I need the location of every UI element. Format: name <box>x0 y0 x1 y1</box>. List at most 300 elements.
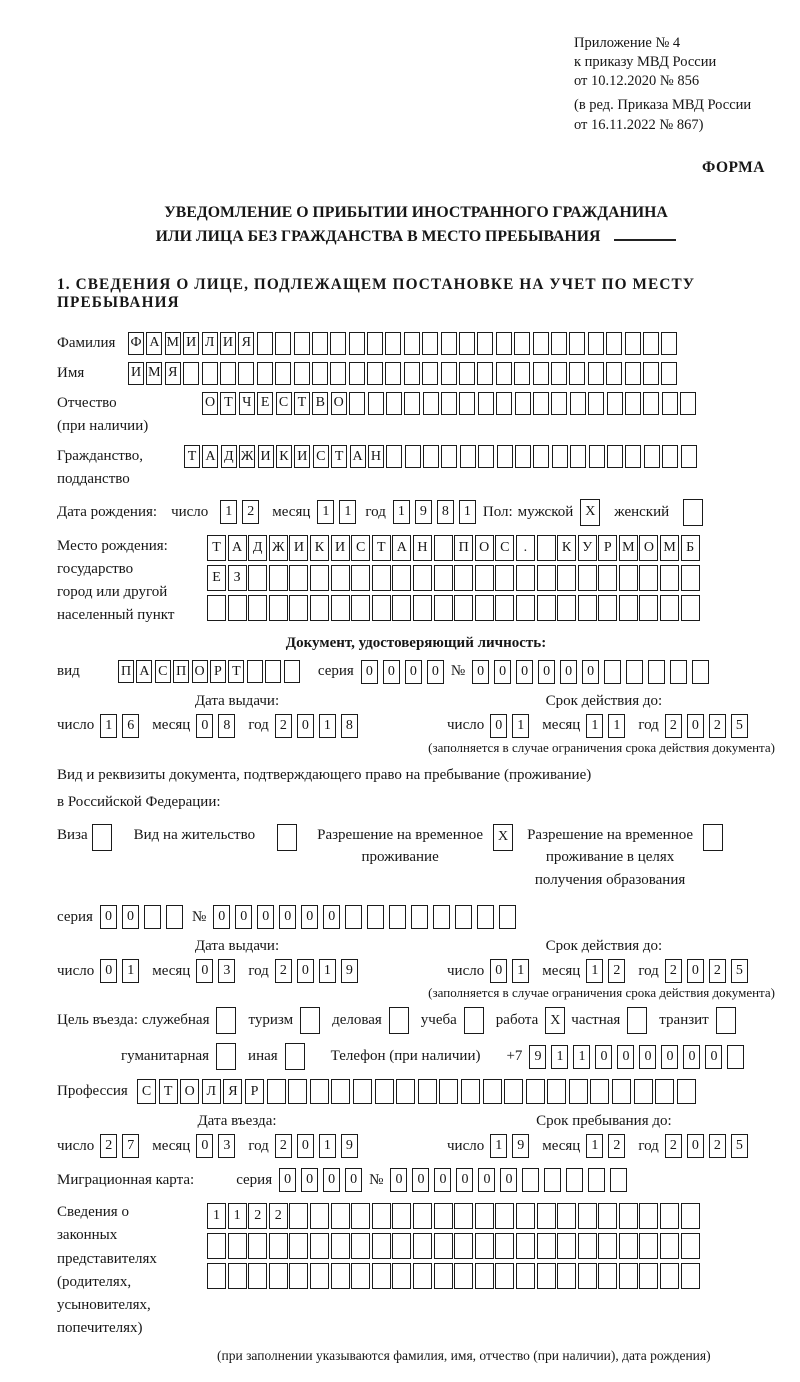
char-cell[interactable]: Т <box>220 392 236 415</box>
char-cell[interactable]: Т <box>184 445 200 468</box>
char-cell[interactable] <box>499 905 516 929</box>
char-cell[interactable]: 1 <box>586 714 603 738</box>
char-cell[interactable] <box>661 332 677 355</box>
char-cell[interactable] <box>516 1233 535 1259</box>
char-cell[interactable]: 0 <box>345 1168 362 1192</box>
char-cell[interactable] <box>537 565 556 591</box>
char-cell[interactable]: 0 <box>100 905 117 929</box>
char-cell[interactable] <box>516 1203 535 1229</box>
char-cell[interactable]: О <box>192 660 208 683</box>
char-cell[interactable] <box>413 595 432 621</box>
char-cell[interactable] <box>660 595 679 621</box>
char-cell[interactable] <box>639 1263 658 1289</box>
char-cell[interactable] <box>516 565 535 591</box>
char-cell[interactable] <box>310 565 329 591</box>
char-cell[interactable] <box>289 565 308 591</box>
char-cell[interactable] <box>454 1233 473 1259</box>
char-cell[interactable] <box>202 362 218 385</box>
char-cell[interactable]: А <box>228 535 247 561</box>
char-cell[interactable]: П <box>454 535 473 561</box>
char-cell[interactable]: С <box>155 660 171 683</box>
char-cell[interactable]: 9 <box>529 1045 546 1069</box>
char-cell[interactable] <box>289 1203 308 1229</box>
sex-female-checkbox[interactable] <box>683 499 703 526</box>
char-cell[interactable] <box>418 1079 437 1104</box>
char-cell[interactable] <box>625 332 641 355</box>
char-cell[interactable]: С <box>351 535 370 561</box>
char-cell[interactable] <box>661 362 677 385</box>
char-cell[interactable] <box>588 392 604 415</box>
char-cell[interactable] <box>228 1263 247 1289</box>
char-cell[interactable]: 1 <box>100 714 117 738</box>
char-cell[interactable] <box>228 595 247 621</box>
char-cell[interactable] <box>454 565 473 591</box>
char-cell[interactable]: П <box>118 660 134 683</box>
char-cell[interactable] <box>310 1203 329 1229</box>
char-cell[interactable]: 0 <box>456 1168 473 1192</box>
char-cell[interactable] <box>598 1233 617 1259</box>
char-cell[interactable]: 0 <box>297 714 314 738</box>
char-cell[interactable] <box>557 595 576 621</box>
char-cell[interactable] <box>331 1233 350 1259</box>
char-cell[interactable]: 0 <box>196 959 213 983</box>
char-cell[interactable]: С <box>276 392 292 415</box>
char-cell[interactable]: 0 <box>297 1134 314 1158</box>
char-cell[interactable]: П <box>173 660 189 683</box>
char-cell[interactable]: 2 <box>248 1203 267 1229</box>
char-cell[interactable]: А <box>146 332 162 355</box>
char-cell[interactable]: 1 <box>220 500 237 524</box>
char-cell[interactable] <box>404 392 420 415</box>
char-cell[interactable]: Л <box>202 1079 221 1104</box>
char-cell[interactable]: 0 <box>687 959 704 983</box>
char-cell[interactable]: 8 <box>341 714 358 738</box>
char-cell[interactable] <box>289 595 308 621</box>
char-cell[interactable]: Я <box>223 1079 242 1104</box>
char-cell[interactable] <box>275 332 291 355</box>
char-cell[interactable]: 9 <box>512 1134 529 1158</box>
char-cell[interactable]: 0 <box>661 1045 678 1069</box>
char-cell[interactable]: Я <box>238 332 254 355</box>
char-cell[interactable]: 0 <box>235 905 252 929</box>
char-cell[interactable] <box>441 445 457 468</box>
char-cell[interactable]: И <box>220 332 236 355</box>
char-cell[interactable] <box>660 565 679 591</box>
char-cell[interactable] <box>411 905 428 929</box>
char-cell[interactable] <box>670 660 687 684</box>
char-cell[interactable] <box>619 1263 638 1289</box>
char-cell[interactable]: М <box>146 362 162 385</box>
char-cell[interactable] <box>515 392 531 415</box>
char-cell[interactable]: А <box>350 445 366 468</box>
char-cell[interactable]: Т <box>207 535 226 561</box>
purpose-other-checkbox[interactable] <box>285 1043 305 1070</box>
char-cell[interactable]: 0 <box>297 959 314 983</box>
char-cell[interactable]: Н <box>368 445 384 468</box>
char-cell[interactable] <box>269 595 288 621</box>
char-cell[interactable]: Ф <box>128 332 144 355</box>
char-cell[interactable]: 1 <box>319 1134 336 1158</box>
char-cell[interactable]: И <box>183 332 199 355</box>
char-cell[interactable]: 1 <box>207 1203 226 1229</box>
char-cell[interactable] <box>269 1263 288 1289</box>
char-cell[interactable]: С <box>137 1079 156 1104</box>
char-cell[interactable] <box>551 332 567 355</box>
char-cell[interactable]: 1 <box>512 714 529 738</box>
char-cell[interactable] <box>570 445 586 468</box>
char-cell[interactable] <box>537 535 556 561</box>
char-cell[interactable] <box>578 595 597 621</box>
char-cell[interactable] <box>533 362 549 385</box>
char-cell[interactable] <box>455 905 472 929</box>
char-cell[interactable] <box>533 392 549 415</box>
char-cell[interactable]: 8 <box>218 714 235 738</box>
char-cell[interactable]: Ж <box>269 535 288 561</box>
char-cell[interactable] <box>716 1007 736 1034</box>
char-cell[interactable] <box>331 595 350 621</box>
char-cell[interactable]: Ж <box>239 445 255 468</box>
char-cell[interactable] <box>220 362 236 385</box>
char-cell[interactable] <box>459 392 475 415</box>
char-cell[interactable]: 1 <box>608 714 625 738</box>
char-cell[interactable] <box>660 1203 679 1229</box>
char-cell[interactable] <box>351 1263 370 1289</box>
char-cell[interactable] <box>526 1079 545 1104</box>
char-cell[interactable]: Р <box>210 660 226 683</box>
char-cell[interactable]: А <box>136 660 152 683</box>
char-cell[interactable] <box>248 565 267 591</box>
char-cell[interactable]: 0 <box>323 1168 340 1192</box>
visa-checkbox[interactable] <box>92 824 112 851</box>
char-cell[interactable]: X <box>580 499 600 526</box>
char-cell[interactable] <box>413 1203 432 1229</box>
purpose-private-checkbox[interactable] <box>627 1007 647 1034</box>
char-cell[interactable] <box>516 595 535 621</box>
char-cell[interactable] <box>413 565 432 591</box>
char-cell[interactable] <box>345 905 362 929</box>
char-cell[interactable]: 0 <box>617 1045 634 1069</box>
char-cell[interactable] <box>569 332 585 355</box>
char-cell[interactable]: Е <box>207 565 226 591</box>
char-cell[interactable] <box>496 392 512 415</box>
char-cell[interactable] <box>331 1079 350 1104</box>
char-cell[interactable] <box>604 660 621 684</box>
char-cell[interactable] <box>310 1079 329 1104</box>
char-cell[interactable] <box>515 445 531 468</box>
char-cell[interactable] <box>349 392 365 415</box>
char-cell[interactable]: И <box>128 362 144 385</box>
char-cell[interactable] <box>351 595 370 621</box>
char-cell[interactable]: К <box>557 535 576 561</box>
char-cell[interactable] <box>475 565 494 591</box>
char-cell[interactable]: Я <box>165 362 181 385</box>
char-cell[interactable]: Т <box>372 535 391 561</box>
char-cell[interactable] <box>257 362 273 385</box>
char-cell[interactable] <box>619 565 638 591</box>
char-cell[interactable] <box>460 445 476 468</box>
char-cell[interactable]: 1 <box>393 500 410 524</box>
char-cell[interactable]: 0 <box>560 660 577 684</box>
char-cell[interactable] <box>644 445 660 468</box>
char-cell[interactable]: 2 <box>275 1134 292 1158</box>
char-cell[interactable] <box>643 332 659 355</box>
char-cell[interactable]: А <box>392 535 411 561</box>
char-cell[interactable] <box>392 1203 411 1229</box>
char-cell[interactable]: 2 <box>242 500 259 524</box>
char-cell[interactable] <box>238 362 254 385</box>
char-cell[interactable]: 0 <box>687 714 704 738</box>
char-cell[interactable]: 1 <box>339 500 356 524</box>
char-cell[interactable] <box>727 1045 744 1069</box>
char-cell[interactable]: Д <box>248 535 267 561</box>
char-cell[interactable] <box>552 445 568 468</box>
char-cell[interactable] <box>648 660 665 684</box>
char-cell[interactable] <box>495 595 514 621</box>
char-cell[interactable] <box>207 595 226 621</box>
char-cell[interactable] <box>681 1203 700 1229</box>
purpose-tourism-checkbox[interactable] <box>300 1007 320 1034</box>
char-cell[interactable]: . <box>516 535 535 561</box>
char-cell[interactable] <box>392 1233 411 1259</box>
char-cell[interactable]: 1 <box>319 959 336 983</box>
char-cell[interactable] <box>625 392 641 415</box>
char-cell[interactable] <box>639 565 658 591</box>
char-cell[interactable] <box>589 445 605 468</box>
char-cell[interactable] <box>537 595 556 621</box>
char-cell[interactable] <box>372 595 391 621</box>
char-cell[interactable]: Д <box>221 445 237 468</box>
char-cell[interactable] <box>557 1263 576 1289</box>
char-cell[interactable]: 5 <box>731 1134 748 1158</box>
char-cell[interactable] <box>514 362 530 385</box>
purpose-study-checkbox[interactable] <box>464 1007 484 1034</box>
char-cell[interactable] <box>375 1079 394 1104</box>
char-cell[interactable] <box>619 1233 638 1259</box>
char-cell[interactable] <box>477 332 493 355</box>
char-cell[interactable]: 2 <box>665 1134 682 1158</box>
char-cell[interactable] <box>349 362 365 385</box>
char-cell[interactable] <box>606 362 622 385</box>
char-cell[interactable] <box>351 565 370 591</box>
char-cell[interactable]: 2 <box>665 959 682 983</box>
char-cell[interactable] <box>588 332 604 355</box>
char-cell[interactable] <box>544 1168 561 1192</box>
char-cell[interactable]: 0 <box>257 905 274 929</box>
char-cell[interactable] <box>216 1007 236 1034</box>
char-cell[interactable]: И <box>258 445 274 468</box>
char-cell[interactable] <box>607 445 623 468</box>
char-cell[interactable]: З <box>228 565 247 591</box>
char-cell[interactable]: 0 <box>213 905 230 929</box>
char-cell[interactable] <box>504 1079 523 1104</box>
char-cell[interactable] <box>639 1203 658 1229</box>
char-cell[interactable] <box>578 1203 597 1229</box>
char-cell[interactable] <box>590 1079 609 1104</box>
char-cell[interactable]: О <box>639 535 658 561</box>
char-cell[interactable] <box>454 1203 473 1229</box>
char-cell[interactable] <box>257 332 273 355</box>
char-cell[interactable]: 2 <box>608 959 625 983</box>
char-cell[interactable] <box>405 445 421 468</box>
char-cell[interactable] <box>495 1263 514 1289</box>
char-cell[interactable]: 1 <box>319 714 336 738</box>
char-cell[interactable] <box>677 1079 696 1104</box>
char-cell[interactable] <box>367 332 383 355</box>
char-cell[interactable]: 0 <box>196 714 213 738</box>
char-cell[interactable]: 0 <box>301 1168 318 1192</box>
char-cell[interactable] <box>557 1203 576 1229</box>
char-cell[interactable] <box>248 595 267 621</box>
char-cell[interactable] <box>207 1263 226 1289</box>
char-cell[interactable]: 0 <box>705 1045 722 1069</box>
char-cell[interactable] <box>92 824 112 851</box>
char-cell[interactable]: X <box>493 824 513 851</box>
char-cell[interactable]: С <box>495 535 514 561</box>
char-cell[interactable] <box>598 1203 617 1229</box>
char-cell[interactable] <box>454 595 473 621</box>
char-cell[interactable] <box>386 445 402 468</box>
char-cell[interactable] <box>522 1168 539 1192</box>
char-cell[interactable] <box>475 1203 494 1229</box>
char-cell[interactable]: 2 <box>275 959 292 983</box>
char-cell[interactable] <box>372 1203 391 1229</box>
char-cell[interactable]: 0 <box>301 905 318 929</box>
char-cell[interactable] <box>269 1233 288 1259</box>
char-cell[interactable]: 0 <box>490 959 507 983</box>
char-cell[interactable] <box>284 660 300 683</box>
char-cell[interactable]: О <box>180 1079 199 1104</box>
char-cell[interactable] <box>404 332 420 355</box>
char-cell[interactable]: К <box>310 535 329 561</box>
char-cell[interactable]: Р <box>245 1079 264 1104</box>
char-cell[interactable]: О <box>202 392 218 415</box>
char-cell[interactable] <box>496 362 512 385</box>
char-cell[interactable] <box>228 1233 247 1259</box>
char-cell[interactable] <box>422 362 438 385</box>
purpose-official-checkbox[interactable] <box>216 1007 236 1034</box>
char-cell[interactable]: Л <box>202 332 218 355</box>
char-cell[interactable] <box>351 1233 370 1259</box>
char-cell[interactable] <box>703 824 723 851</box>
char-cell[interactable]: О <box>475 535 494 561</box>
char-cell[interactable] <box>681 595 700 621</box>
char-cell[interactable] <box>681 1233 700 1259</box>
char-cell[interactable]: 0 <box>595 1045 612 1069</box>
char-cell[interactable] <box>639 595 658 621</box>
char-cell[interactable] <box>578 1233 597 1259</box>
char-cell[interactable] <box>598 1263 617 1289</box>
char-cell[interactable] <box>516 1263 535 1289</box>
char-cell[interactable] <box>441 392 457 415</box>
char-cell[interactable]: 2 <box>665 714 682 738</box>
char-cell[interactable] <box>607 392 623 415</box>
char-cell[interactable] <box>578 1263 597 1289</box>
char-cell[interactable] <box>392 1263 411 1289</box>
char-cell[interactable]: 1 <box>490 1134 507 1158</box>
char-cell[interactable] <box>248 1263 267 1289</box>
char-cell[interactable] <box>372 565 391 591</box>
char-cell[interactable]: 0 <box>383 660 400 684</box>
char-cell[interactable] <box>385 332 401 355</box>
char-cell[interactable]: 0 <box>639 1045 656 1069</box>
purpose-transit-checkbox[interactable] <box>716 1007 736 1034</box>
char-cell[interactable] <box>537 1203 556 1229</box>
char-cell[interactable] <box>285 1043 305 1070</box>
char-cell[interactable] <box>660 1263 679 1289</box>
char-cell[interactable]: М <box>165 332 181 355</box>
char-cell[interactable]: И <box>331 535 350 561</box>
char-cell[interactable]: Е <box>257 392 273 415</box>
purpose-business-checkbox[interactable] <box>389 1007 409 1034</box>
char-cell[interactable]: 2 <box>608 1134 625 1158</box>
char-cell[interactable] <box>643 362 659 385</box>
char-cell[interactable] <box>551 392 567 415</box>
purpose-work-checkbox[interactable] <box>545 1007 565 1034</box>
char-cell[interactable]: 1 <box>317 500 334 524</box>
char-cell[interactable]: Т <box>159 1079 178 1104</box>
char-cell[interactable]: 1 <box>551 1045 568 1069</box>
char-cell[interactable] <box>662 445 678 468</box>
char-cell[interactable]: 0 <box>390 1168 407 1192</box>
char-cell[interactable] <box>578 565 597 591</box>
char-cell[interactable] <box>606 332 622 355</box>
char-cell[interactable] <box>289 1233 308 1259</box>
char-cell[interactable] <box>277 824 297 851</box>
char-cell[interactable]: 0 <box>516 660 533 684</box>
char-cell[interactable] <box>569 362 585 385</box>
char-cell[interactable] <box>434 535 453 561</box>
char-cell[interactable] <box>612 1079 631 1104</box>
char-cell[interactable] <box>569 1079 588 1104</box>
char-cell[interactable] <box>634 1079 653 1104</box>
char-cell[interactable]: В <box>312 392 328 415</box>
char-cell[interactable]: 0 <box>687 1134 704 1158</box>
char-cell[interactable]: 0 <box>412 1168 429 1192</box>
char-cell[interactable] <box>557 1233 576 1259</box>
char-cell[interactable]: 0 <box>494 660 511 684</box>
char-cell[interactable]: X <box>545 1007 565 1034</box>
char-cell[interactable] <box>681 1263 700 1289</box>
char-cell[interactable] <box>681 445 697 468</box>
char-cell[interactable]: Н <box>413 535 432 561</box>
char-cell[interactable] <box>496 332 512 355</box>
char-cell[interactable]: 0 <box>100 959 117 983</box>
char-cell[interactable]: 2 <box>709 959 726 983</box>
char-cell[interactable] <box>265 660 281 683</box>
char-cell[interactable]: 6 <box>122 714 139 738</box>
char-cell[interactable] <box>625 362 641 385</box>
char-cell[interactable]: 0 <box>279 1168 296 1192</box>
char-cell[interactable]: 5 <box>731 959 748 983</box>
char-cell[interactable] <box>166 905 183 929</box>
char-cell[interactable] <box>643 392 659 415</box>
char-cell[interactable] <box>434 1203 453 1229</box>
char-cell[interactable]: 1 <box>586 959 603 983</box>
char-cell[interactable] <box>312 362 328 385</box>
char-cell[interactable] <box>660 1233 679 1259</box>
char-cell[interactable]: 9 <box>341 959 358 983</box>
char-cell[interactable] <box>683 499 703 526</box>
char-cell[interactable]: И <box>289 535 308 561</box>
char-cell[interactable]: 3 <box>218 1134 235 1158</box>
char-cell[interactable]: Т <box>294 392 310 415</box>
char-cell[interactable]: 1 <box>512 959 529 983</box>
char-cell[interactable] <box>248 1233 267 1259</box>
char-cell[interactable] <box>619 595 638 621</box>
char-cell[interactable]: 5 <box>731 714 748 738</box>
char-cell[interactable]: 0 <box>323 905 340 929</box>
char-cell[interactable] <box>144 905 161 929</box>
